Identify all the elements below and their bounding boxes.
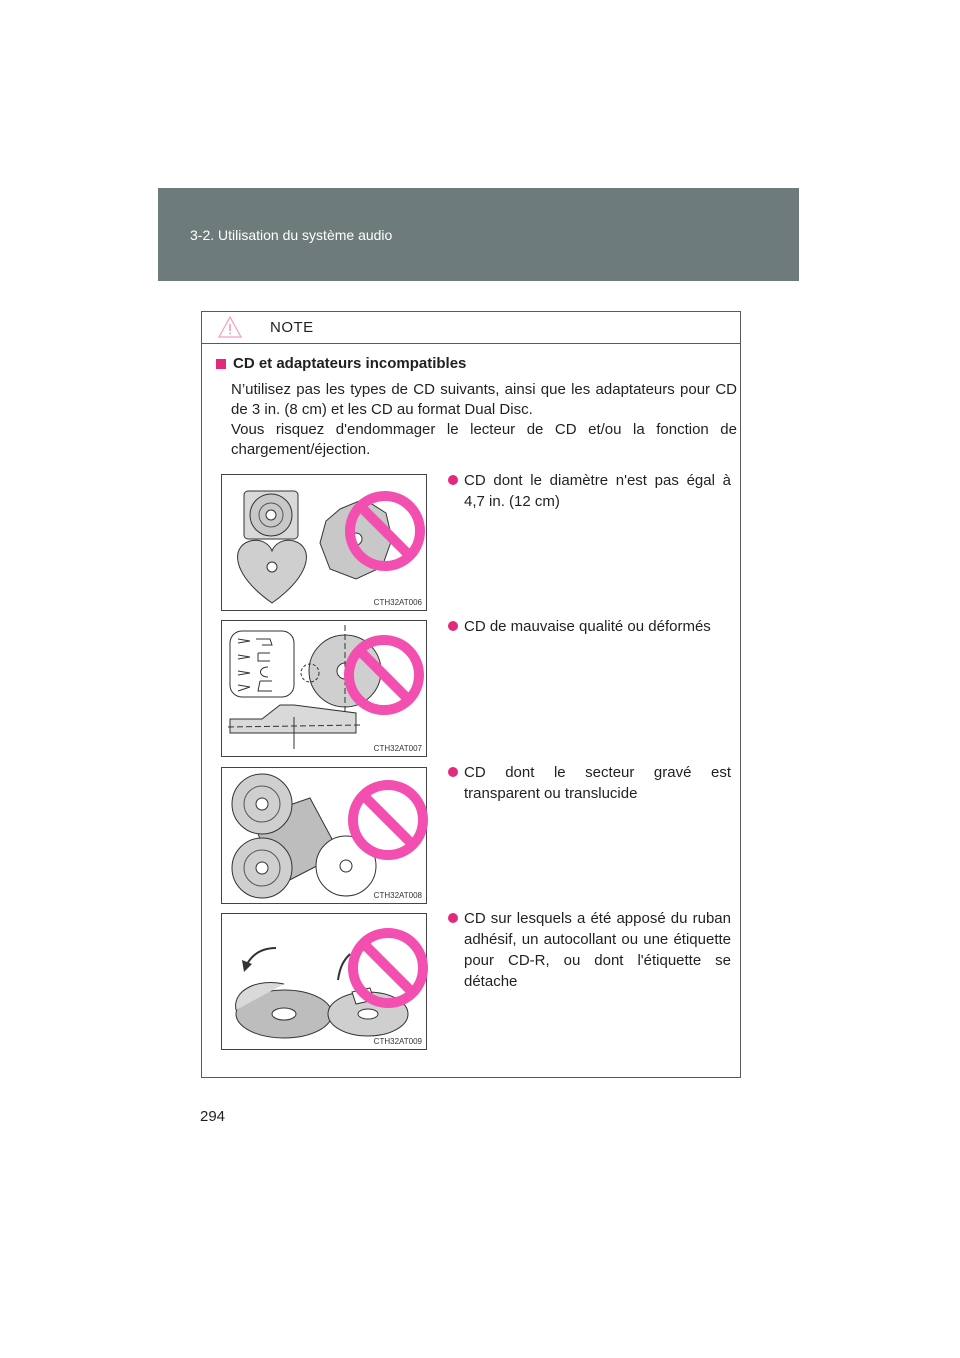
section-header: 3-2. Utilisation du système audio	[190, 227, 393, 243]
round-bullet-icon	[448, 621, 458, 631]
section-title-text: CD et adaptateurs incompatibles	[233, 355, 467, 372]
figure-labeled-cds	[221, 913, 427, 1050]
list-item: CD sur lesquels a été apposé du ruban adhésif, un autocollant ou une étiquette pour CD-R, ou dont l'étiquette se détache	[448, 908, 731, 992]
figure-odd-shaped-cds	[221, 474, 427, 611]
figure-code: CTH32AT008	[373, 891, 422, 900]
warning-icon	[218, 316, 242, 338]
note-box	[201, 311, 741, 1078]
round-bullet-icon	[448, 475, 458, 485]
figure-code: CTH32AT009	[373, 1037, 422, 1046]
list-item: CD de mauvaise qualité ou déformés	[448, 616, 731, 637]
figure-transparent-cds	[221, 767, 427, 904]
list-item: CD dont le diamètre n'est pas égal à 4,7 in. (12 cm)	[448, 470, 731, 512]
page-number: 294	[200, 1108, 226, 1125]
figure-code: CTH32AT006	[373, 598, 422, 607]
list-item: CD dont le secteur gravé est transparent ou translucide	[448, 762, 731, 804]
note-header	[202, 312, 740, 344]
warning-paragraph: Vous risquez d'endommager le lecteur de CD et/ou la fonction de chargement/éjection.	[231, 421, 737, 458]
round-bullet-icon	[448, 767, 458, 777]
round-bullet-icon	[448, 913, 458, 923]
figure-deformed-cds	[221, 620, 427, 757]
figure-code: CTH32AT007	[373, 744, 422, 753]
transparent-cd-illustration	[222, 768, 428, 905]
square-bullet-icon	[216, 359, 226, 369]
note-label: NOTE	[270, 319, 314, 336]
deformed-cd-illustration	[222, 621, 428, 758]
header-band	[158, 188, 799, 281]
odd-shaped-cd-illustration	[222, 475, 428, 612]
section-title	[216, 355, 466, 372]
labeled-cd-illustration	[222, 914, 428, 1051]
intro-paragraph: N’utilisez pas les types de CD suivants, ainsi que les adaptateurs pour CD de 3 in. (8 cm) et les CD au format Dual Disc.	[231, 381, 737, 418]
